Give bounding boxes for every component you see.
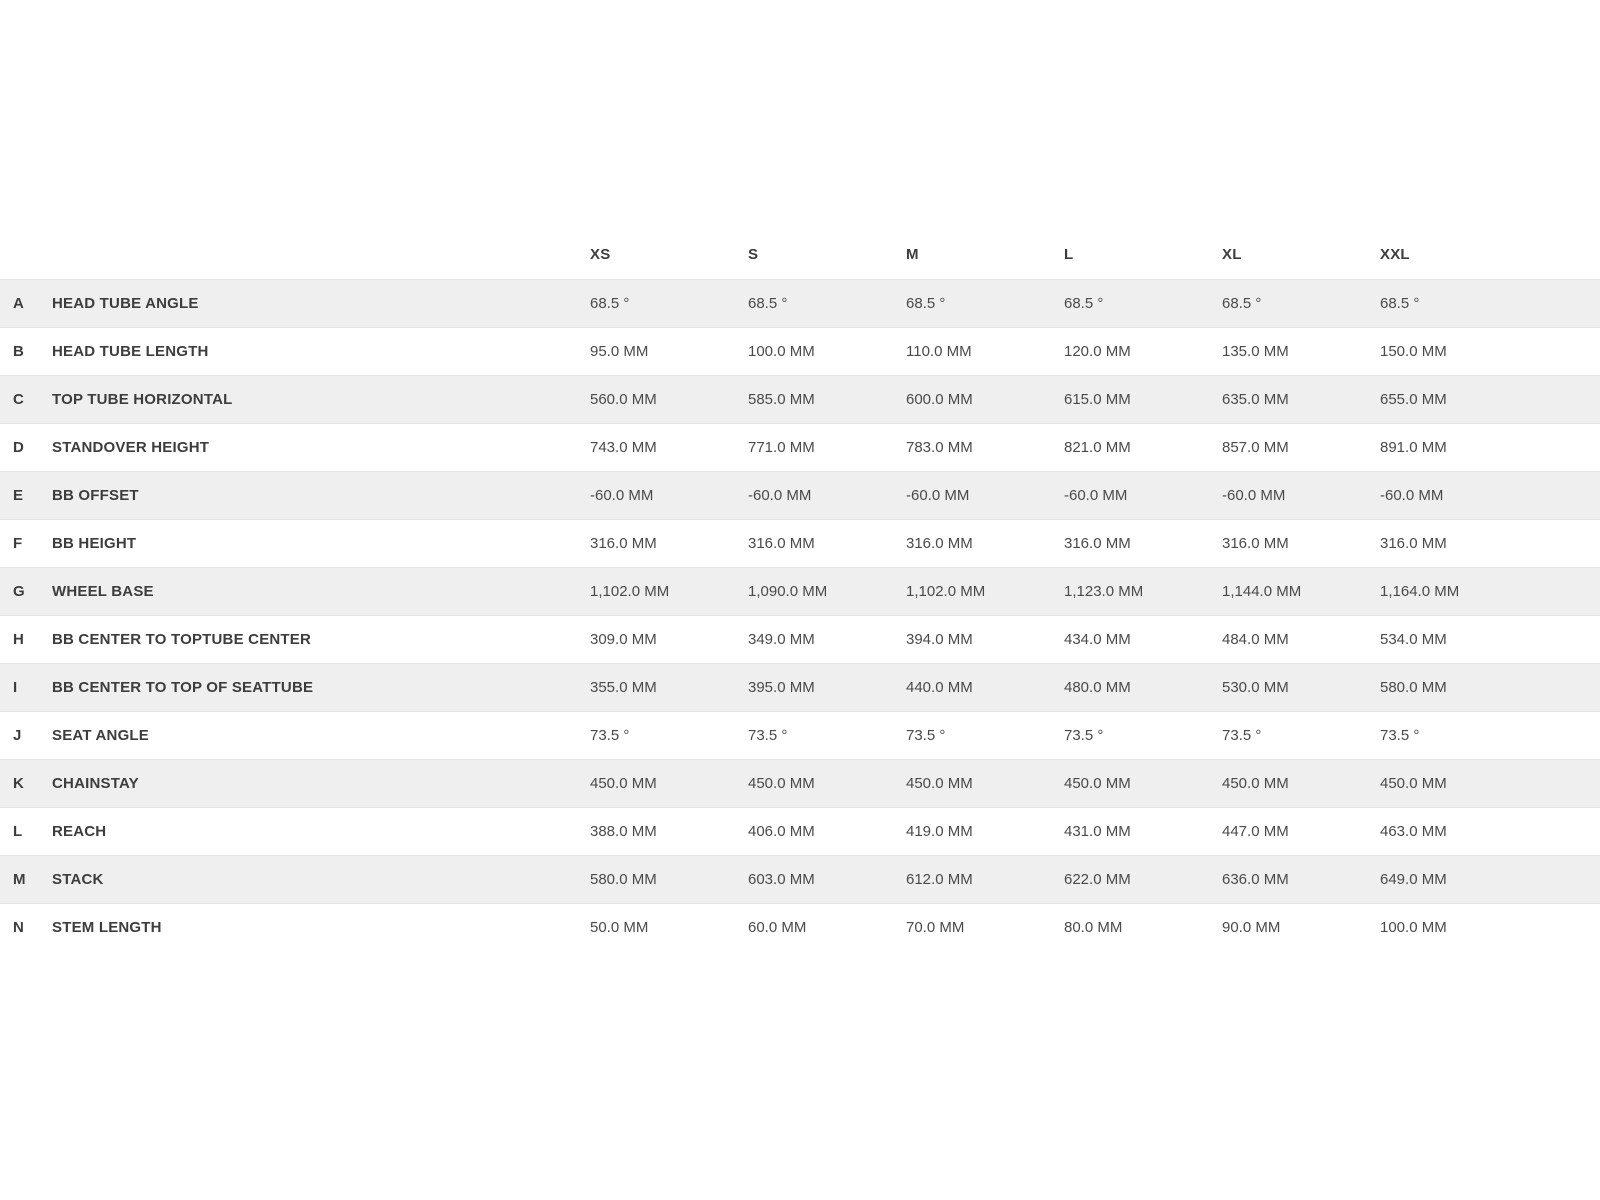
row-letter: F xyxy=(13,534,23,552)
table-row xyxy=(0,759,1600,807)
row-letter: A xyxy=(13,294,24,312)
row-value: 406.0 MM xyxy=(748,822,815,840)
table-row xyxy=(0,423,1600,471)
row-value: 90.0 MM xyxy=(1222,918,1281,936)
table-row xyxy=(0,615,1600,663)
row-value: 73.5 ° xyxy=(1064,726,1104,744)
row-value: 450.0 MM xyxy=(590,774,657,792)
row-value: 68.5 ° xyxy=(748,294,788,312)
row-value: -60.0 MM xyxy=(1380,486,1444,504)
row-value: 450.0 MM xyxy=(906,774,973,792)
row-value: 95.0 MM xyxy=(590,342,649,360)
row-value: 655.0 MM xyxy=(1380,390,1447,408)
row-value: 891.0 MM xyxy=(1380,438,1447,456)
row-value: 309.0 MM xyxy=(590,630,657,648)
table-row xyxy=(0,327,1600,375)
row-value: 484.0 MM xyxy=(1222,630,1289,648)
row-value: 783.0 MM xyxy=(906,438,973,456)
row-letter: C xyxy=(13,390,24,408)
row-value: 388.0 MM xyxy=(590,822,657,840)
header-label-spacer xyxy=(52,231,590,279)
row-value: 316.0 MM xyxy=(1064,534,1131,552)
row-value: 50.0 MM xyxy=(590,918,649,936)
row-label: REACH xyxy=(52,822,107,840)
size-header-row xyxy=(0,231,1600,279)
table-row xyxy=(0,567,1600,615)
row-letter: G xyxy=(13,582,25,600)
row-value: 450.0 MM xyxy=(1222,774,1289,792)
row-value: 1,123.0 MM xyxy=(1064,582,1144,600)
row-letter: N xyxy=(13,918,24,936)
row-value: 395.0 MM xyxy=(748,678,815,696)
row-letter: L xyxy=(13,822,23,840)
row-value: -60.0 MM xyxy=(748,486,812,504)
row-value: 603.0 MM xyxy=(748,870,815,888)
row-label: SEAT ANGLE xyxy=(52,726,150,744)
table-row xyxy=(0,375,1600,423)
row-value: 73.5 ° xyxy=(1380,726,1420,744)
row-value: 68.5 ° xyxy=(1064,294,1104,312)
size-header-m: M xyxy=(906,246,919,264)
table-row xyxy=(0,711,1600,759)
row-value: 743.0 MM xyxy=(590,438,657,456)
row-value: 120.0 MM xyxy=(1064,342,1131,360)
row-value: 419.0 MM xyxy=(906,822,973,840)
row-value: 1,102.0 MM xyxy=(590,582,670,600)
row-label: BB CENTER TO TOPTUBE CENTER xyxy=(52,630,312,648)
row-label: STEM LENGTH xyxy=(52,918,162,936)
row-value: 73.5 ° xyxy=(1222,726,1262,744)
row-letter: J xyxy=(13,726,22,744)
row-value: 771.0 MM xyxy=(748,438,815,456)
row-value: 636.0 MM xyxy=(1222,870,1289,888)
row-value: -60.0 MM xyxy=(906,486,970,504)
row-label: HEAD TUBE ANGLE xyxy=(52,294,199,312)
row-value: 447.0 MM xyxy=(1222,822,1289,840)
row-value: 73.5 ° xyxy=(748,726,788,744)
row-value: 73.5 ° xyxy=(590,726,630,744)
row-letter: E xyxy=(13,486,24,504)
row-value: 68.5 ° xyxy=(1222,294,1262,312)
row-value: -60.0 MM xyxy=(1064,486,1128,504)
row-value: 649.0 MM xyxy=(1380,870,1447,888)
row-value: 585.0 MM xyxy=(748,390,815,408)
row-label: CHAINSTAY xyxy=(52,774,139,792)
table-row xyxy=(0,807,1600,855)
row-label: WHEEL BASE xyxy=(52,582,154,600)
row-value: 580.0 MM xyxy=(1380,678,1447,696)
row-letter: B xyxy=(13,342,24,360)
row-label: BB CENTER TO TOP OF SEATTUBE xyxy=(52,678,314,696)
row-label: STANDOVER HEIGHT xyxy=(52,438,210,456)
row-letter: I xyxy=(13,678,18,696)
table-row xyxy=(0,279,1600,327)
row-value: 434.0 MM xyxy=(1064,630,1131,648)
row-value: 530.0 MM xyxy=(1222,678,1289,696)
row-value: 316.0 MM xyxy=(1380,534,1447,552)
row-letter: M xyxy=(13,870,26,888)
row-value: 100.0 MM xyxy=(1380,918,1447,936)
row-label: HEAD TUBE LENGTH xyxy=(52,342,209,360)
size-header-xl: XL xyxy=(1222,246,1242,264)
row-value: 60.0 MM xyxy=(748,918,807,936)
table-row xyxy=(0,903,1600,951)
row-value: 316.0 MM xyxy=(1222,534,1289,552)
row-value: 431.0 MM xyxy=(1064,822,1131,840)
row-value: 316.0 MM xyxy=(906,534,973,552)
table-row xyxy=(0,519,1600,567)
row-label: STACK xyxy=(52,870,104,888)
row-value: 1,164.0 MM xyxy=(1380,582,1460,600)
row-value: -60.0 MM xyxy=(590,486,654,504)
table-row xyxy=(0,663,1600,711)
row-value: 150.0 MM xyxy=(1380,342,1447,360)
row-value: 1,102.0 MM xyxy=(906,582,986,600)
row-value: 615.0 MM xyxy=(1064,390,1131,408)
row-value: 68.5 ° xyxy=(1380,294,1420,312)
size-header-xs: XS xyxy=(590,246,611,264)
row-label: BB HEIGHT xyxy=(52,534,137,552)
row-value: 135.0 MM xyxy=(1222,342,1289,360)
table-row xyxy=(0,471,1600,519)
row-value: 440.0 MM xyxy=(906,678,973,696)
row-value: 635.0 MM xyxy=(1222,390,1289,408)
row-value: 580.0 MM xyxy=(590,870,657,888)
row-value: 1,090.0 MM xyxy=(748,582,828,600)
row-value: 450.0 MM xyxy=(748,774,815,792)
size-header-xxl: XXL xyxy=(1380,246,1410,264)
row-letter: K xyxy=(13,774,24,792)
row-value: 612.0 MM xyxy=(906,870,973,888)
table-row xyxy=(0,855,1600,903)
row-value: 68.5 ° xyxy=(906,294,946,312)
row-value: 450.0 MM xyxy=(1380,774,1447,792)
geometry-table xyxy=(0,231,1600,951)
row-value: 68.5 ° xyxy=(590,294,630,312)
row-value: 316.0 MM xyxy=(590,534,657,552)
row-value: 463.0 MM xyxy=(1380,822,1447,840)
size-header-l: L xyxy=(1064,246,1074,264)
row-letter: H xyxy=(13,630,24,648)
row-value: 110.0 MM xyxy=(906,342,972,360)
row-value: 622.0 MM xyxy=(1064,870,1131,888)
row-value: 100.0 MM xyxy=(748,342,815,360)
geometry-table-body xyxy=(0,279,1600,951)
row-letter: D xyxy=(13,438,24,456)
row-value: 73.5 ° xyxy=(906,726,946,744)
row-label: BB OFFSET xyxy=(52,486,139,504)
size-header-s: S xyxy=(748,246,759,264)
header-letter-spacer xyxy=(0,231,52,279)
row-value: 355.0 MM xyxy=(590,678,657,696)
row-value: 394.0 MM xyxy=(906,630,973,648)
row-value: 560.0 MM xyxy=(590,390,657,408)
row-value: 450.0 MM xyxy=(1064,774,1131,792)
row-value: 600.0 MM xyxy=(906,390,973,408)
row-label: TOP TUBE HORIZONTAL xyxy=(52,390,233,408)
row-value: 316.0 MM xyxy=(748,534,815,552)
row-value: 857.0 MM xyxy=(1222,438,1289,456)
row-value: 480.0 MM xyxy=(1064,678,1131,696)
row-value: 70.0 MM xyxy=(906,918,965,936)
row-value: 1,144.0 MM xyxy=(1222,582,1302,600)
row-value: 821.0 MM xyxy=(1064,438,1131,456)
row-value: 349.0 MM xyxy=(748,630,815,648)
row-value: 80.0 MM xyxy=(1064,918,1123,936)
row-value: 534.0 MM xyxy=(1380,630,1447,648)
row-value: -60.0 MM xyxy=(1222,486,1286,504)
